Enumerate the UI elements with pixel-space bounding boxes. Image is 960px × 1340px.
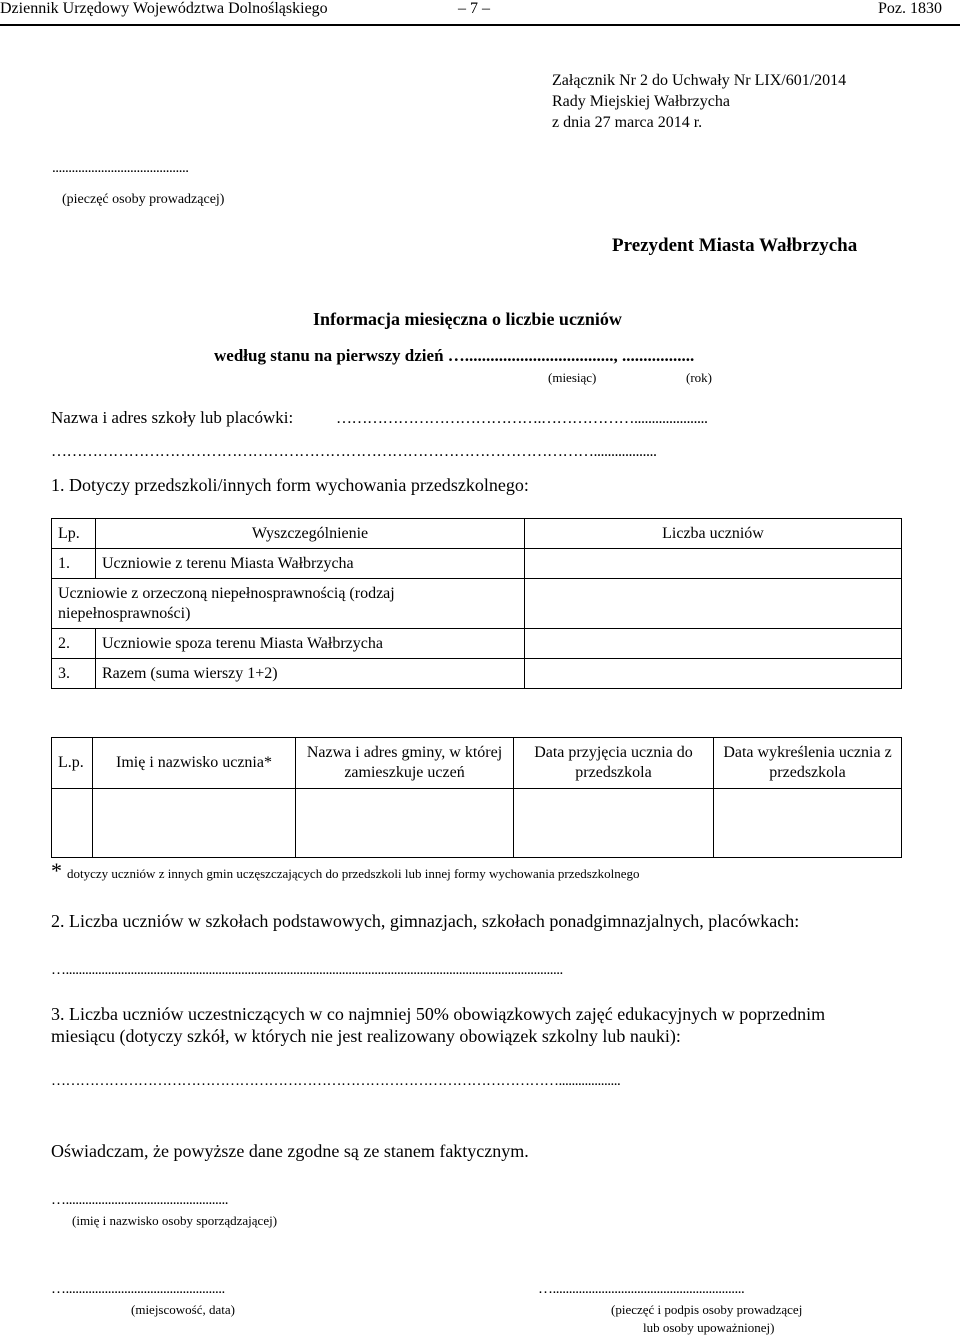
month-label: (miesiąc) xyxy=(548,370,597,385)
row-count-cell[interactable] xyxy=(525,659,902,689)
section-3-heading-line-2: miesiącu (dotyczy szkół, w których nie jest realizowany obowiązek szkolny lub nauki): xyxy=(51,1026,681,1046)
row-description: Uczniowie z terenu Miasta Wałbrzycha xyxy=(96,549,525,579)
row-description: Uczniowie z orzeczoną niepełnosprawnością (rodzaj niepełnosprawności) xyxy=(52,579,525,629)
row-description: Razem (suma wierszy 1+2) xyxy=(96,659,525,689)
school-dots-1[interactable]: ………………………………….………………..................... xyxy=(336,410,708,427)
form-title: Informacja miesięczna o liczbie uczniów xyxy=(313,309,622,329)
header-removal-date: Data wykreślenia ucznia z przedszkola xyxy=(714,738,902,789)
table-row xyxy=(52,549,902,579)
journal-title: Dziennik Urzędowy Województwa Dolnośląskiego xyxy=(0,0,328,17)
table-row xyxy=(52,579,902,629)
table-header-row xyxy=(52,519,902,549)
stamp-dots: .......................................... xyxy=(52,160,189,176)
row-description: Uczniowie spoza terenu Miasta Wałbrzycha xyxy=(96,629,525,659)
footnote-mark: * xyxy=(51,858,62,883)
page-number: – 7 – xyxy=(458,0,490,17)
header-description: Wyszczególnienie xyxy=(96,519,525,549)
addressee: Prezydent Miasta Wałbrzycha xyxy=(612,235,858,256)
signer-label-line-1: (pieczęć i podpis osoby prowadzącej xyxy=(611,1302,803,1317)
section-2-heading: 2. Liczba uczniów w szkołach podstawowych, gimnazjach, szkołach ponadgimnazjalnych, placówkach: xyxy=(51,911,800,931)
students-count-table xyxy=(51,518,902,689)
section-2-dots[interactable]: …......................................................................................................................................................... xyxy=(51,962,563,978)
cell-lp[interactable] xyxy=(52,789,93,858)
annex-line-2: Rady Miejskiej Wałbrzycha xyxy=(552,93,730,110)
form-subtitle: według stanu na pierwszy dzień …..................................., ................. xyxy=(214,346,695,365)
section-1-heading: 1. Dotyczy przedszkoli/innych form wychowania przedszkolnego: xyxy=(51,475,529,495)
cell-removal-date[interactable] xyxy=(714,789,902,858)
header-admission-date: Data przyjęcia ucznia do przedszkola xyxy=(514,738,714,789)
table-row xyxy=(52,659,902,689)
table-row xyxy=(52,789,902,858)
row-lp: 2. xyxy=(52,629,96,659)
header-count: Liczba uczniów xyxy=(525,519,902,549)
row-lp: 1. xyxy=(52,549,96,579)
row-count-cell[interactable] xyxy=(525,629,902,659)
signer-label-line-2: lub osoby upoważnionej) xyxy=(643,1320,775,1335)
school-dots-2[interactable]: …………………………………………………………………………………………….................. xyxy=(51,443,657,460)
cell-admission-date[interactable] xyxy=(514,789,714,858)
preparer-dots[interactable]: ….................................................. xyxy=(51,1192,228,1208)
cell-student-name[interactable] xyxy=(93,789,296,858)
preparer-label: (imię i nazwisko osoby sporządzającej) xyxy=(72,1213,278,1228)
section-3-dots[interactable]: ……………………………………………………………………………………………................... xyxy=(51,1073,621,1089)
annex-line-1: Załącznik Nr 2 do Uchwały Nr LIX/601/2014 xyxy=(552,72,847,89)
year-label: (rok) xyxy=(686,370,712,385)
header-lp: L.p. xyxy=(52,738,93,789)
row-count-cell[interactable] xyxy=(525,579,902,629)
table-row xyxy=(52,629,902,659)
place-date-dots[interactable]: …................................................. xyxy=(51,1281,225,1297)
header-municipality: Nazwa i adres gminy, w której zamieszkuje uczeń xyxy=(296,738,514,789)
cell-municipality[interactable] xyxy=(296,789,514,858)
declaration: Oświadczam, że powyższe dane zgodne są ze stanem faktycznym. xyxy=(51,1141,529,1161)
position-number: Poz. 1830 xyxy=(878,0,942,17)
footnote-text: dotyczy uczniów z innych gmin uczęszczających do przedszkoli lub innej formy wychowania przedszkolnego xyxy=(67,866,640,881)
school-label: Nazwa i adres szkoły lub placówki: xyxy=(51,408,294,427)
header-lp: Lp. xyxy=(52,519,96,549)
signer-dots[interactable]: …........................................................... xyxy=(538,1281,745,1297)
stamp-label: (pieczęć osoby prowadzącej) xyxy=(62,192,225,207)
students-details-table xyxy=(51,737,902,858)
row-lp: 3. xyxy=(52,659,96,689)
section-3-heading-line-1: 3. Liczba uczniów uczestniczących w co najmniej 50% obowiązkowych zajęć edukacyjnych w poprzednim xyxy=(51,1004,826,1024)
row-count-cell[interactable] xyxy=(525,549,902,579)
header-student-name: Imię i nazwisko ucznia* xyxy=(93,738,296,789)
table-header-row xyxy=(52,738,902,789)
annex-line-3: z dnia 27 marca 2014 r. xyxy=(552,114,703,131)
header-rule xyxy=(0,24,960,26)
place-date-label: (miejscowość, data) xyxy=(131,1302,235,1317)
